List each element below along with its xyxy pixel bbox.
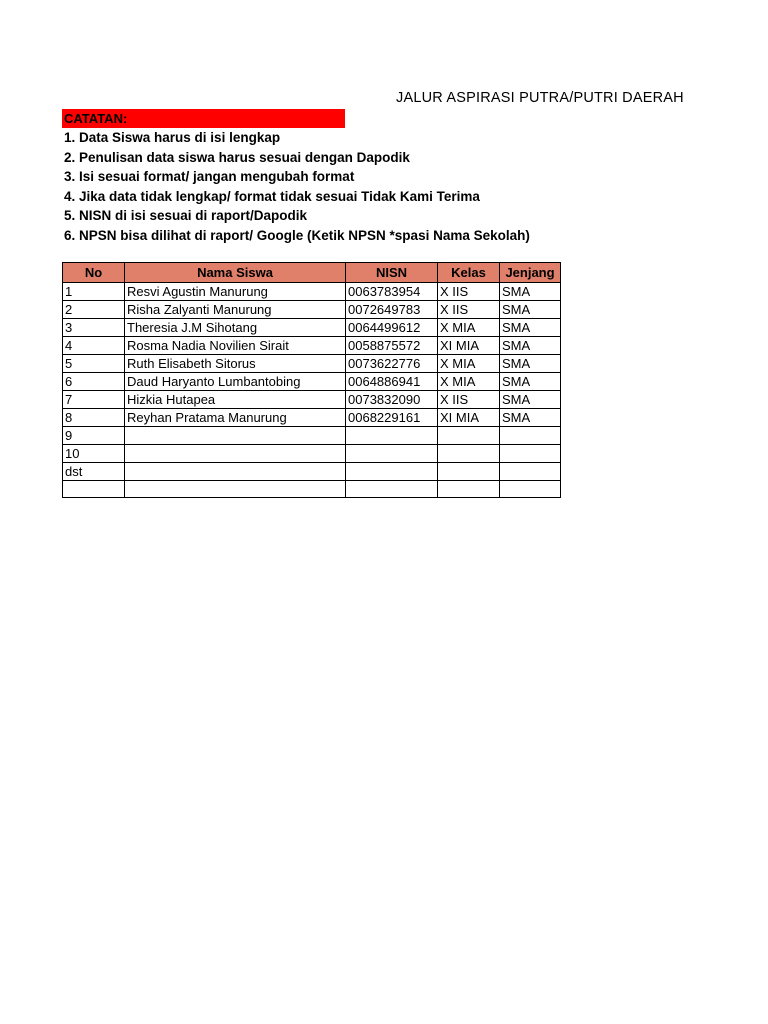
cell-no[interactable]: 7 [63,391,125,409]
header-nisn: NISN [346,263,438,283]
note-item: 2. Penulisan data siswa harus sesuai dengan Dapodik [64,149,410,165]
note-item: 3. Isi sesuai format/ jangan mengubah format [64,169,355,184]
table-row [63,355,561,373]
table-row [63,463,561,481]
table-row [63,337,561,355]
cell-jenjang[interactable] [500,427,561,445]
table-row [63,301,561,319]
cell-jenjang[interactable]: SMA [500,391,561,409]
cell-nama-siswa[interactable]: Resvi Agustin Manurung [125,283,346,301]
student-table [62,262,561,498]
cell-nisn[interactable]: 0058875572 [346,337,438,355]
page-title [396,88,684,108]
cell-jenjang[interactable] [500,445,561,463]
catatan-label: CATATAN: [62,109,345,128]
note-item: 6. NPSN bisa dilihat di raport/ Google (Ketik NPSN *spasi Nama Sekolah) [64,227,530,243]
cell-no[interactable]: 4 [63,337,125,355]
cell-nama-siswa[interactable] [125,463,346,481]
header-no: No [63,263,125,283]
cell-kelas[interactable]: X MIA [438,355,500,373]
cell-jenjang[interactable]: SMA [500,301,561,319]
cell-kelas[interactable] [438,427,500,445]
note-item: 5. NISN di isi sesuai di raport/Dapodik [64,208,308,223]
table-row [63,409,561,427]
cell-nisn[interactable] [346,427,438,445]
cell-nisn[interactable]: 0072649783 [346,301,438,319]
cell-nisn[interactable] [346,463,438,481]
cell-no[interactable]: 8 [63,409,125,427]
cell-jenjang[interactable]: SMA [500,283,561,301]
cell-nama-siswa[interactable]: Hizkia Hutapea [125,391,346,409]
cell-no[interactable]: dst [63,463,125,481]
cell-nisn[interactable]: 0068229161 [346,409,438,427]
cell-kelas[interactable]: XI MIA [438,337,500,355]
cell-nama-siswa[interactable]: Daud Haryanto Lumbantobing [125,373,346,391]
table-row [63,373,561,391]
cell-nama-siswa[interactable]: Risha Zalyanti Manurung [125,301,346,319]
table-header-row [63,263,561,283]
page-title-text: JALUR ASPIRASI PUTRA/PUTRI DAERAH [396,90,684,106]
cell-no[interactable]: 5 [63,355,125,373]
cell-nisn[interactable]: 0064499612 [346,319,438,337]
header-nama-siswa: Nama Siswa [125,263,346,283]
cell-nisn[interactable] [346,481,438,498]
cell-kelas[interactable]: X IIS [438,391,500,409]
cell-nama-siswa[interactable] [125,445,346,463]
cell-jenjang[interactable]: SMA [500,337,561,355]
header-kelas: Kelas [438,263,500,283]
table-row [63,283,561,301]
header-jenjang: Jenjang [500,263,561,283]
cell-nisn[interactable]: 0073832090 [346,391,438,409]
cell-nama-siswa[interactable]: Theresia J.M Sihotang [125,319,346,337]
table-row [63,481,561,498]
table-row [63,319,561,337]
cell-no[interactable]: 3 [63,319,125,337]
cell-kelas[interactable] [438,481,500,498]
cell-kelas[interactable] [438,463,500,481]
note-item: 1. Data Siswa harus di isi lengkap [64,130,281,145]
cell-nama-siswa[interactable] [125,427,346,445]
notes-list [64,128,530,245]
cell-jenjang[interactable]: SMA [500,373,561,391]
cell-no[interactable]: 6 [63,373,125,391]
cell-jenjang[interactable]: SMA [500,409,561,427]
cell-kelas[interactable]: X IIS [438,283,500,301]
cell-no[interactable]: 10 [63,445,125,463]
cell-jenjang[interactable] [500,463,561,481]
cell-kelas[interactable]: XI MIA [438,409,500,427]
cell-jenjang[interactable]: SMA [500,355,561,373]
cell-no[interactable]: 9 [63,427,125,445]
cell-nisn[interactable]: 0064886941 [346,373,438,391]
cell-jenjang[interactable]: SMA [500,319,561,337]
cell-nama-siswa[interactable] [125,481,346,498]
table-row [63,427,561,445]
cell-jenjang[interactable] [500,481,561,498]
table-row [63,391,561,409]
cell-kelas[interactable]: X MIA [438,319,500,337]
cell-kelas[interactable]: X IIS [438,301,500,319]
cell-nisn[interactable]: 0073622776 [346,355,438,373]
cell-kelas[interactable]: X MIA [438,373,500,391]
cell-nama-siswa[interactable]: Ruth Elisabeth Sitorus [125,355,346,373]
cell-no[interactable] [63,481,125,498]
table-row [63,445,561,463]
table-body [63,283,561,498]
cell-nama-siswa[interactable]: Rosma Nadia Novilien Sirait [125,337,346,355]
cell-no[interactable]: 2 [63,301,125,319]
cell-nisn[interactable]: 0063783954 [346,283,438,301]
cell-kelas[interactable] [438,445,500,463]
note-item: 4. Jika data tidak lengkap/ format tidak sesuai Tidak Kami Terima [64,188,480,204]
cell-nama-siswa[interactable]: Reyhan Pratama Manurung [125,409,346,427]
cell-no[interactable]: 1 [63,283,125,301]
cell-nisn[interactable] [346,445,438,463]
